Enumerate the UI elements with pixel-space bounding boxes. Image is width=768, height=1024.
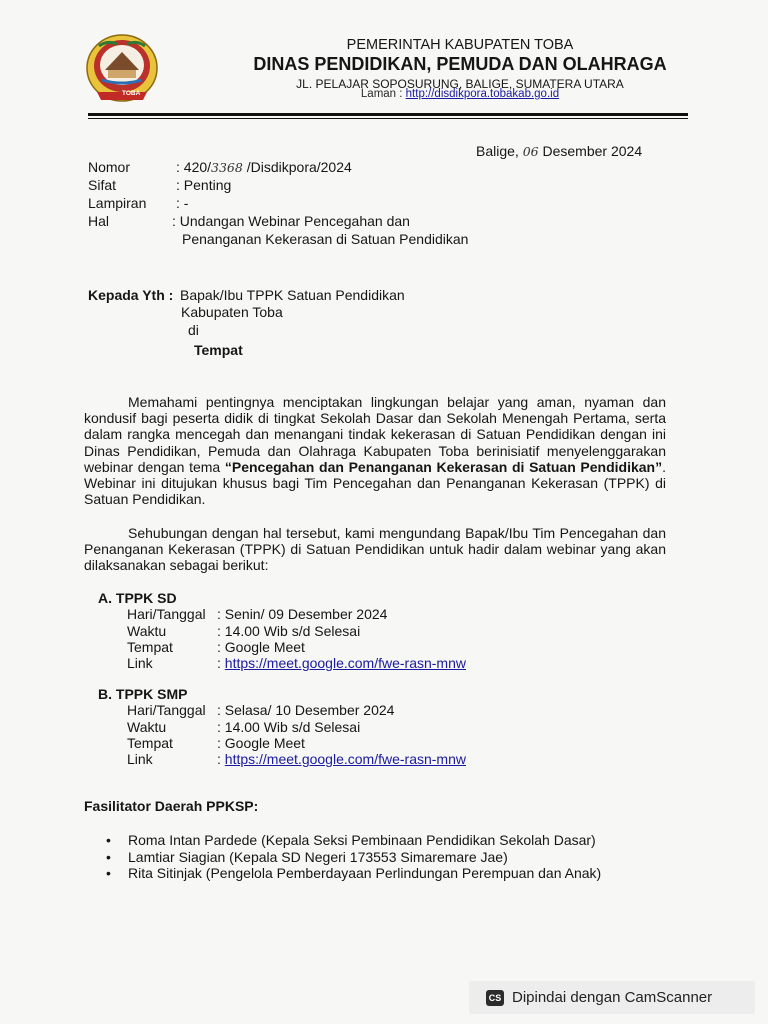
recipient-line4: Tempat: [194, 342, 243, 358]
p1-theme: “Pencegahan dan Penanganan Kekerasan di Satuan Pendidikan”: [224, 458, 663, 475]
session-a-tempat-label: Tempat: [127, 639, 173, 655]
sifat-value: : Penting: [176, 177, 232, 193]
session-a-waktu-value: : 14.00 Wib s/d Selesai: [217, 623, 361, 639]
hal-label: Hal: [88, 213, 110, 229]
nomor-value: [176, 159, 352, 176]
session-b-tempat-value: : Google Meet: [217, 735, 305, 751]
session-b-hari-label: Hari/Tanggal: [127, 702, 206, 718]
session-b-waktu-value: : 14.00 Wib s/d Selesai: [217, 719, 361, 735]
session-a-link-label: Link: [127, 655, 153, 671]
sifat-label: Sifat: [88, 177, 117, 193]
body-paragraph-1: [84, 394, 666, 507]
fasilitator-item-text: Rita Sitinjak (Pengelola Pemberdayaan Perlindungan Perempuan dan Anak): [128, 865, 602, 881]
date-suffix: Desember 2024: [538, 143, 643, 159]
lampiran-label: Lampiran: [88, 195, 147, 211]
p1-text-b: . Webinar ini ditujukan khusus bagi Tim Pencegahan dan Penanganan Kekerasan (TPPK) di Satuan Pendidikan.: [84, 458, 666, 508]
session-a-heading: A. TPPK SD: [98, 590, 177, 606]
bullet: •: [106, 849, 111, 865]
recipient-line3: di: [188, 322, 199, 338]
session-b-tempat-label: Tempat: [127, 735, 173, 751]
letterhead-line1: PEMERINTAH KABUPATEN TOBA: [346, 37, 574, 53]
fasilitator-item-text: Lamtiar Siagian (Kepala SD Negeri 173553 Simaremare Jae): [128, 849, 508, 865]
fasilitator-item: [106, 849, 508, 865]
session-a-link-row: [217, 655, 466, 672]
letter-date: [476, 143, 642, 160]
fasilitator-item: [106, 865, 602, 881]
nomor-suffix: /Disdikpora/2024: [242, 159, 352, 175]
fasilitator-heading: Fasilitator Daerah PPKSP:: [84, 798, 259, 814]
p2-text: Sehubungan dengan hal tersebut, kami mengundang Bapak/Ibu Tim Pencegahan dan Penanganan Kekerasan (TPPK) di Satuan Pendidikan untuk hadir dalam webinar yang akan dilaksanakan sebagai berikut:: [84, 525, 666, 574]
nomor-label: Nomor: [88, 159, 131, 175]
session-a-waktu-label: Waktu: [127, 623, 167, 639]
session-b-hari-value: : Selasa/ 10 Desember 2024: [217, 702, 395, 718]
camscanner-text: Dipindai dengan CamScanner: [512, 989, 713, 1006]
logo-text: TOBA: [122, 90, 141, 97]
hal-value-line1: : Undangan Webinar Pencegahan dan: [172, 213, 410, 229]
letterhead-website: [185, 88, 735, 100]
session-a-hari-label: Hari/Tanggal: [127, 606, 206, 622]
nomor-handwritten: 3368: [211, 160, 243, 175]
fasilitator-item-text: Roma Intan Pardede (Kepala Seksi Pembinaan Pendidikan Sekolah Dasar): [128, 832, 596, 848]
session-b-link-colon: :: [217, 751, 225, 767]
session-b-waktu-label: Waktu: [127, 719, 167, 735]
session-b-link-label: Link: [127, 751, 153, 767]
fasilitator-item: [106, 832, 596, 848]
session-a-tempat-value: : Google Meet: [217, 639, 305, 655]
letterhead-agency: DINAS PENDIDIKAN, PEMUDA DAN OLAHRAGA: [253, 54, 667, 74]
header-rule-thick: [88, 113, 688, 116]
session-b-link-row: [217, 751, 466, 768]
session-b-heading: B. TPPK SMP: [98, 686, 188, 702]
date-day-handwritten: 06: [522, 144, 539, 159]
recipient-line1: Bapak/Ibu TPPK Satuan Pendidikan: [180, 287, 405, 303]
nomor-prefix: : 420/: [176, 159, 212, 175]
recipient-line2: Kabupaten Toba: [181, 304, 283, 320]
toba-logo: [77, 30, 187, 110]
website-label: Laman :: [360, 88, 406, 100]
recipient-label: Kepada Yth :: [88, 287, 174, 303]
camscanner-watermark: [469, 981, 755, 1014]
session-a-hari-value: : Senin/ 09 Desember 2024: [217, 606, 388, 622]
date-prefix: Balige,: [476, 143, 523, 159]
body-paragraph-2: [84, 525, 666, 574]
session-a-link-colon: :: [217, 655, 225, 671]
bullet: •: [106, 832, 111, 848]
header-rule-thin: [88, 118, 688, 119]
lampiran-value: : -: [176, 195, 189, 211]
letterhead-address: JL. PELAJAR SOPOSURUNG, BALIGE, SUMATERA UTARA: [296, 77, 624, 91]
camscanner-icon: CS: [486, 990, 504, 1006]
session-b-meet-link[interactable]: https://meet.google.com/fwe-rasn-mnw: [224, 751, 466, 767]
session-a-meet-link[interactable]: https://meet.google.com/fwe-rasn-mnw: [224, 655, 466, 671]
website-link[interactable]: http://disdikpora.tobakab.go.id: [405, 88, 560, 100]
p1-text-a: Memahami pentingnya menciptakan lingkungan belajar yang aman, nyaman dan kondusif bagi peserta didik di tingkat Sekolah Dasar dan Sekolah Menengah Pertama, serta dalam rangka mencegah dan menangani tindak kekerasan di Satuan Pendidikan dengan ini Dinas Pendidikan, Pemuda dan Olahraga Kabupaten Toba berinisiatif menyelenggarakan webinar dengan tema: [84, 394, 666, 475]
hal-value-line2: Penanganan Kekerasan di Satuan Pendidikan: [182, 231, 469, 247]
bullet: •: [106, 865, 111, 881]
